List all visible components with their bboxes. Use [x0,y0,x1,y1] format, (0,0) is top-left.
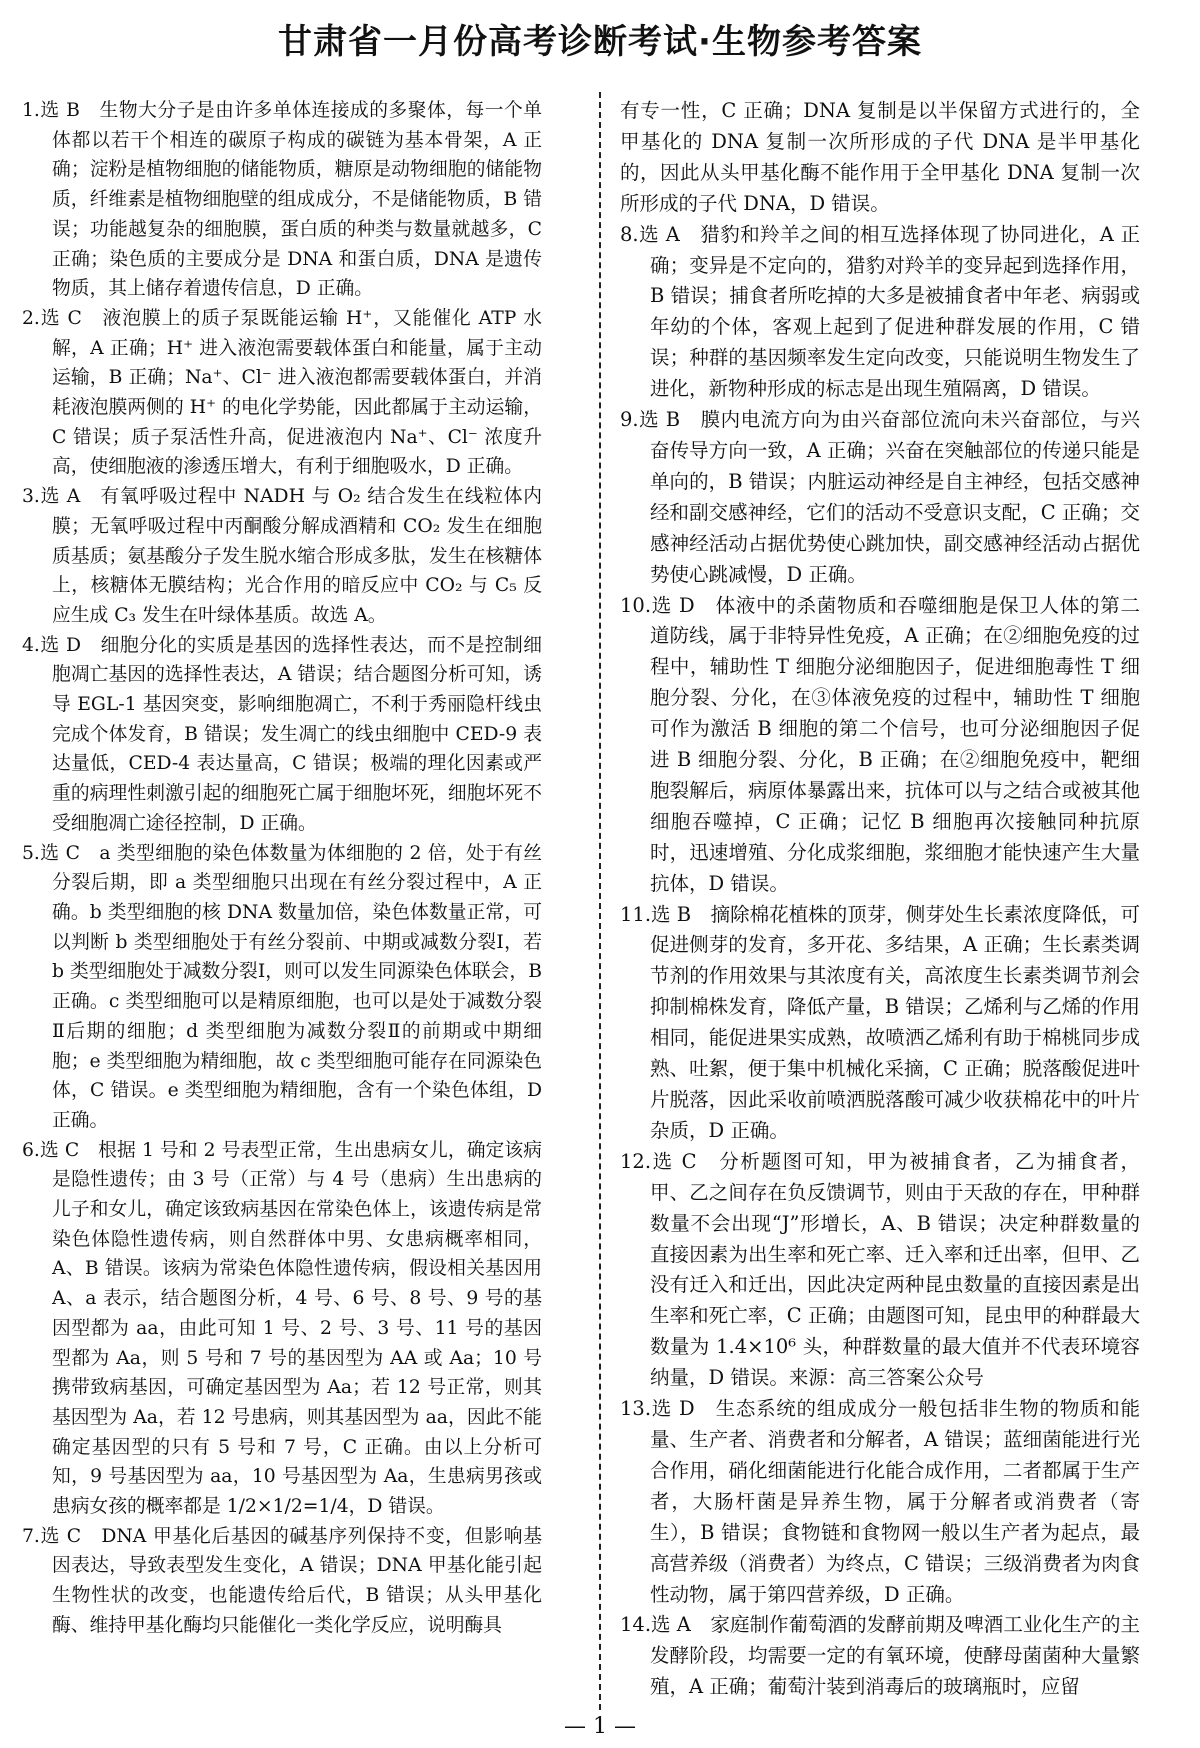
page-title: 甘肃省一月份高考诊断考试·生物参考答案 [278,22,922,62]
answer-10: 10.选 D 体液中的杀菌物质和吞噬细胞是保卫人体的第二道防线，属于非特异性免疫，A 正确；在②细胞免疫的过程中，辅助性 T 细胞分泌细胞因子，促进细胞毒性 T 细胞分裂、分化，在③体液免疫的过程中，辅助性 T 细胞可作为激活 B 细胞的第二个信号，也可分泌细胞因子促进 B 细胞分裂、分化，B 正确；在②细胞免疫中，靶细胞裂解后，病原体暴露出来，抗体可以与之结合或被其他细胞吞噬掉，C 正确；记忆 B 细胞再次接触同种抗原时，迅速增殖、分化成浆细胞，浆细胞才能快速产生大量抗体，D 错误。 [620,593,1140,895]
answer-7: 7.选 C DNA 甲基化后基因的碱基序列保持不变，但影响基因表达，导致表型发生变化，A 错误；DNA 甲基化能引起生物性状的改变，也能遗传给后代，B 错误；从头甲基化酶、维持甲基化酶均只能催化一类化学反应，说明酶具 [22,1525,542,1636]
page-number: — 1 — [564,1714,636,1739]
answer-11: 11.选 B 摘除棉花植株的顶芽，侧芽处生长素浓度降低，可促进侧芽的发育，多开花、多结果，A 正确；生长素类调节剂的作用效果与其浓度有关，高浓度生长素类调节剂会抑制棉株发育，降低产量，B 错误；乙烯利与乙烯的作用相同，能促进果实成熟，故喷洒乙烯利有助于棉桃同步成熟、吐絮，便于集中机械化采摘，C 正确；脱落酸促进叶片脱落，因此采收前喷洒脱落酸可减少收获棉花中的叶片杂质，D 正确。 [620,902,1140,1142]
answer-4: 4.选 D 细胞分化的实质是基因的选择性表达，而不是控制细胞凋亡基因的选择性表达，A 错误；结合题图分析可知，诱导 EGL-1 基因突变，影响细胞凋亡，不利于秀丽隐杆线虫完成个体发育，B 错误；发生凋亡的线虫细胞中 CED-9 表达量低，CED-4 表达量高，C 错误；极端的理化因素或严重的病理性刺激引起的细胞死亡属于细胞坏死，细胞坏死不受细胞凋亡途径控制，D 正确。 [22,634,542,834]
answer-14: 14.选 A 家庭制作葡萄酒的发酵前期及啤酒工业化生产的主发酵阶段，均需要一定的有氧环境，使酵母菌菌种大量繁殖，A 正确；葡萄汁装到消毒后的玻璃瓶时，应留 [620,1613,1140,1699]
answer-8: 8.选 A 猎豹和羚羊之间的相互选择体现了协同进化，A 正确；变异是不定向的，猎豹对羚羊的变异起到选择作用，B 错误；捕食者所吃掉的大多是被捕食者中年老、病弱或年幼的个体，客观上起到了促进种群发展的作用，C 错误；种群的基因频率发生定向改变，只能说明生物发生了进化，新物种形成的标志是出现生殖隔离，D 错误。 [620,222,1140,401]
answer-12: 12.选 C 分析题图可知，甲为被捕食者，乙为捕食者，甲、乙之间存在负反馈调节，则由于天敌的存在，甲种群数量不会出现“J”形增长，A、B 错误；决定种群数量的直接因素为出生率和死亡率、迁入率和迁出率，但甲、乙没有迁入和迁出，因此决定两种昆虫数量的直接因素是出生率和死亡率，C 正确；由题图可知，昆虫甲的种群最大数量为 1.4×10⁶ 头，种群数量的最大值并不代表环境容纳量，D 错误。来源：高三答案公众号 [620,1149,1140,1390]
answer-6: 6.选 C 根据 1 号和 2 号表型正常，生出患病女儿，确定该病是隐性遗传；由 3 号（正常）与 4 号（患病）生出患病的儿子和女儿，确定该致病基因在常染色体上，该遗传病是常染色体隐性遗传病，则自然群体中男、女患病概率相同，A、B 错误。该病为常染色体隐性遗传病，假设相关基因用 A、a 表示，结合题图分析，4 号、6 号、8 号、9 号的基因型都为 aa，由此可知 1 号、2 号、3 号、11 号的基因型都为 Aa，则 5 号和 7 号的基因型为 AA 或 Aa；10 号携带致病基因，可确定基因型为 Aa；若 12 号正常，则其基因型为 Aa，若 12 号患病，则其基因型为 aa，因此不能确定基因型的只有 5 号和 7 号，C 正确。由以上分析可知，9 号基因型为 aa，10 号基因型为 Aa，生患病男孩或患病女孩的概率都是 1/2×1/2=1/4，D 错误。 [22,1139,542,1518]
answer-7-continued: 有专一性，C 正确；DNA 复制是以半保留方式进行的，全甲基化的 DNA 复制一次所形成的子代 DNA 是半甲基化的，因此从头甲基化酶不能作用于全甲基化 DNA 复制一次所形成的子代 DNA，D 错误。 [620,99,1140,215]
right-column [620,96,1140,1703]
answer-9: 9.选 B 膜内电流方向为由兴奋部位流向未兴奋部位，与兴奋传导方向一致，A 正确；兴奋在突触部位的传递只能是单向的，B 错误；内脏运动神经是自主神经，包括交感神经和副交感神经，它们的活动不受意识支配，C 正确；交感神经活动占据优势使心跳加快，副交感神经活动占据优势使心跳减慢，D 正确。 [620,408,1140,586]
column-divider [599,92,601,1710]
answer-5: 5.选 C a 类型细胞的染色体数量为体细胞的 2 倍，处于有丝分裂后期，即 a 类型细胞只出现在有丝分裂过程中，A 正确。b 类型细胞的核 DNA 数量加倍，染色体数量正常，可以判断 b 类型细胞处于有丝分裂前、中期或减数分裂Ⅰ，若 b 类型细胞处于减数分裂Ⅰ，则可以发生同源染色体联会，B 正确。c 类型细胞可以是精原细胞，也可以是处于减数分裂Ⅱ后期的细胞；d 类型细胞为减数分裂Ⅱ的前期或中期细胞；e 类型细胞为精细胞，故 c 类型细胞可能存在同源染色体，C 错误。e 类型细胞为精细胞，含有一个染色体组，D 正确。 [22,842,542,1131]
answer-2: 2.选 C 液泡膜上的质子泵既能运输 H⁺，又能催化 ATP 水解，A 正确；H⁺ 进入液泡需要载体蛋白和能量，属于主动运输，B 正确；Na⁺、Cl⁻ 进入液泡都需要载体蛋白，并消耗液泡膜两侧的 H⁺ 的电化学势能，因此都属于主动运输，C 错误；质子泵活性升高，促进液泡内 Na⁺、Cl⁻ 浓度升高，使细胞液的渗透压增大，有利于细胞吸水，D 正确。 [22,307,542,478]
answer-3: 3.选 A 有氧呼吸过程中 NADH 与 O₂ 结合发生在线粒体内膜；无氧呼吸过程中丙酮酸分解成酒精和 CO₂ 发生在细胞质基质；氨基酸分子发生脱水缩合形成多肽，发生在核糖体上，核糖体无膜结构；光合作用的暗反应中 CO₂ 与 C₅ 反应生成 C₃ 发生在叶绿体基质。故选 A。 [22,486,542,626]
answer-1: 1.选 B 生物大分子是由许多单体连接成的多聚体，每一个单体都以若干个相连的碳原子构成的碳链为基本骨架，A 正确；淀粉是植物细胞的储能物质，糖原是动物细胞的储能物质，纤维素是植物细胞壁的组成成分，不是储能物质，B 错误；功能越复杂的细胞膜，蛋白质的种类与数量就越多，C 正确；染色质的主要成分是 DNA 和蛋白质，DNA 是遗传物质，其上储存着遗传信息，D 正确。 [22,100,542,300]
left-column [22,96,542,1641]
answer-13: 13.选 D 生态系统的组成成分一般包括非生物的物质和能量、生产者、消费者和分解者，A 错误；蓝细菌能进行光合作用，硝化细菌能进行化能合成作用，二者都属于生产者，大肠杆菌是异养生物，属于分解者或消费者（寄生），B 错误；食物链和食物网一般以生产者为起点，最高营养级（消费者）为终点，C 错误；三级消费者为肉食性动物，属于第四营养级，D 正确。 [620,1397,1140,1606]
